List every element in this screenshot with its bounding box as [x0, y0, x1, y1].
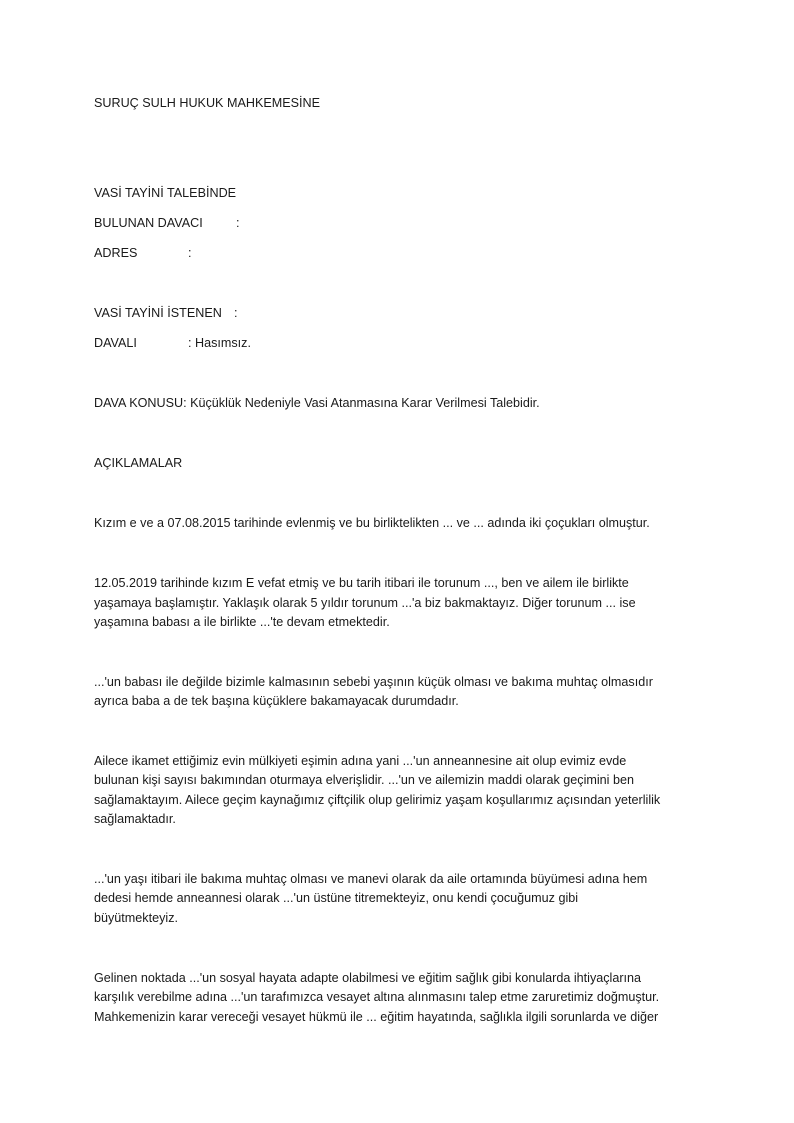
address-label: ADRES	[94, 246, 138, 260]
paragraph-line: ayrıca baba a de tek başına küçüklere bakamayacak durumdadır.	[94, 694, 459, 708]
paragraph-line: karşılık verebilme adına ...'un tarafımızca vesayet altına alınmasını talep etme zaruretimiz doğmuştur.	[94, 990, 660, 1004]
defendant-value: : Hasımsız.	[188, 336, 251, 350]
requested-label: VASİ TAYİNİ İSTENEN	[94, 306, 222, 320]
paragraph-line: dedesi hemde anneannesi olarak ...'un üstüne titremekteyiz, onu kendi çocuğumuz gibi	[94, 891, 579, 905]
paragraph-line: Ailece ikamet ettiğimiz evin mülkiyeti eşimin adına yani ...'un anneannesine ait olup evimiz evde	[94, 754, 627, 768]
paragraph-line: Mahkemenizin karar vereceği vesayet hükmü ile ... eğitim hayatında, sağlıkla ilgili sorunlarda ve diğer	[94, 1010, 659, 1024]
defendant-label: DAVALI	[94, 336, 137, 350]
paragraph-line: bulunan kişi sayısı bakımından oturmaya elverişlidir. ...'un ve ailemizin maddi olarak geçimini ben	[94, 773, 634, 787]
paragraph-line: sağlamaktayım. Ailece geçim kaynağımız çiftçilik olup gelirimiz yaşam koşullarımız açısından yeterlilik	[94, 793, 661, 807]
address-colon: :	[188, 246, 192, 260]
case-subject: DAVA KONUSU: Küçüklük Nedeniyle Vasi Atanmasına Karar Verilmesi Talebidir.	[94, 396, 540, 410]
plaintiff-label: BULUNAN DAVACI	[94, 216, 203, 230]
paragraph-line: ...'un yaşı itibari ile bakıma muhtaç olması ve manevi olarak da aile ortamında büyümesi adına hem	[94, 872, 648, 886]
explanations-heading: AÇIKLAMALAR	[94, 456, 183, 470]
paragraph-line: yaşamına babası a ile birlikte ...'te devam etmektedir.	[94, 615, 390, 629]
paragraph-line: ...'un babası ile değilde bizimle kalmasının sebebi yaşının küçük olması ve bakıma muhtaç olmasıdır	[94, 675, 653, 689]
paragraph-line: 12.05.2019 tarihinde kızım E vefat etmiş ve bu tarih itibari ile torunum ..., ben ve ailem ile birlikte	[94, 576, 629, 590]
court-heading: SURUÇ SULH HUKUK MAHKEMESİNE	[94, 96, 321, 110]
paragraph-line: yaşamaya başlamıştır. Yaklaşık olarak 5 yıldır torunum ...'a biz bakmaktayız. Diğer torunum ... ise	[94, 596, 636, 610]
paragraph-line: Gelinen noktada ...'un sosyal hayata adapte olabilmesi ve eğitim sağlık gibi konularda ihtiyaçlarına	[94, 971, 642, 985]
paragraph-line: Kızım e ve a 07.08.2015 tarihinde evlenmiş ve bu birliktelikten ... ve ... adında iki çoçukları olmuştur.	[94, 516, 650, 530]
plaintiff-colon: :	[236, 216, 240, 230]
paragraph-line: sağlamaktadır.	[94, 812, 176, 826]
paragraph-line: büyütmekteyiz.	[94, 911, 178, 925]
requested-colon: :	[234, 306, 238, 320]
request-label: VASİ TAYİNİ TALEBİNDE	[94, 186, 237, 200]
